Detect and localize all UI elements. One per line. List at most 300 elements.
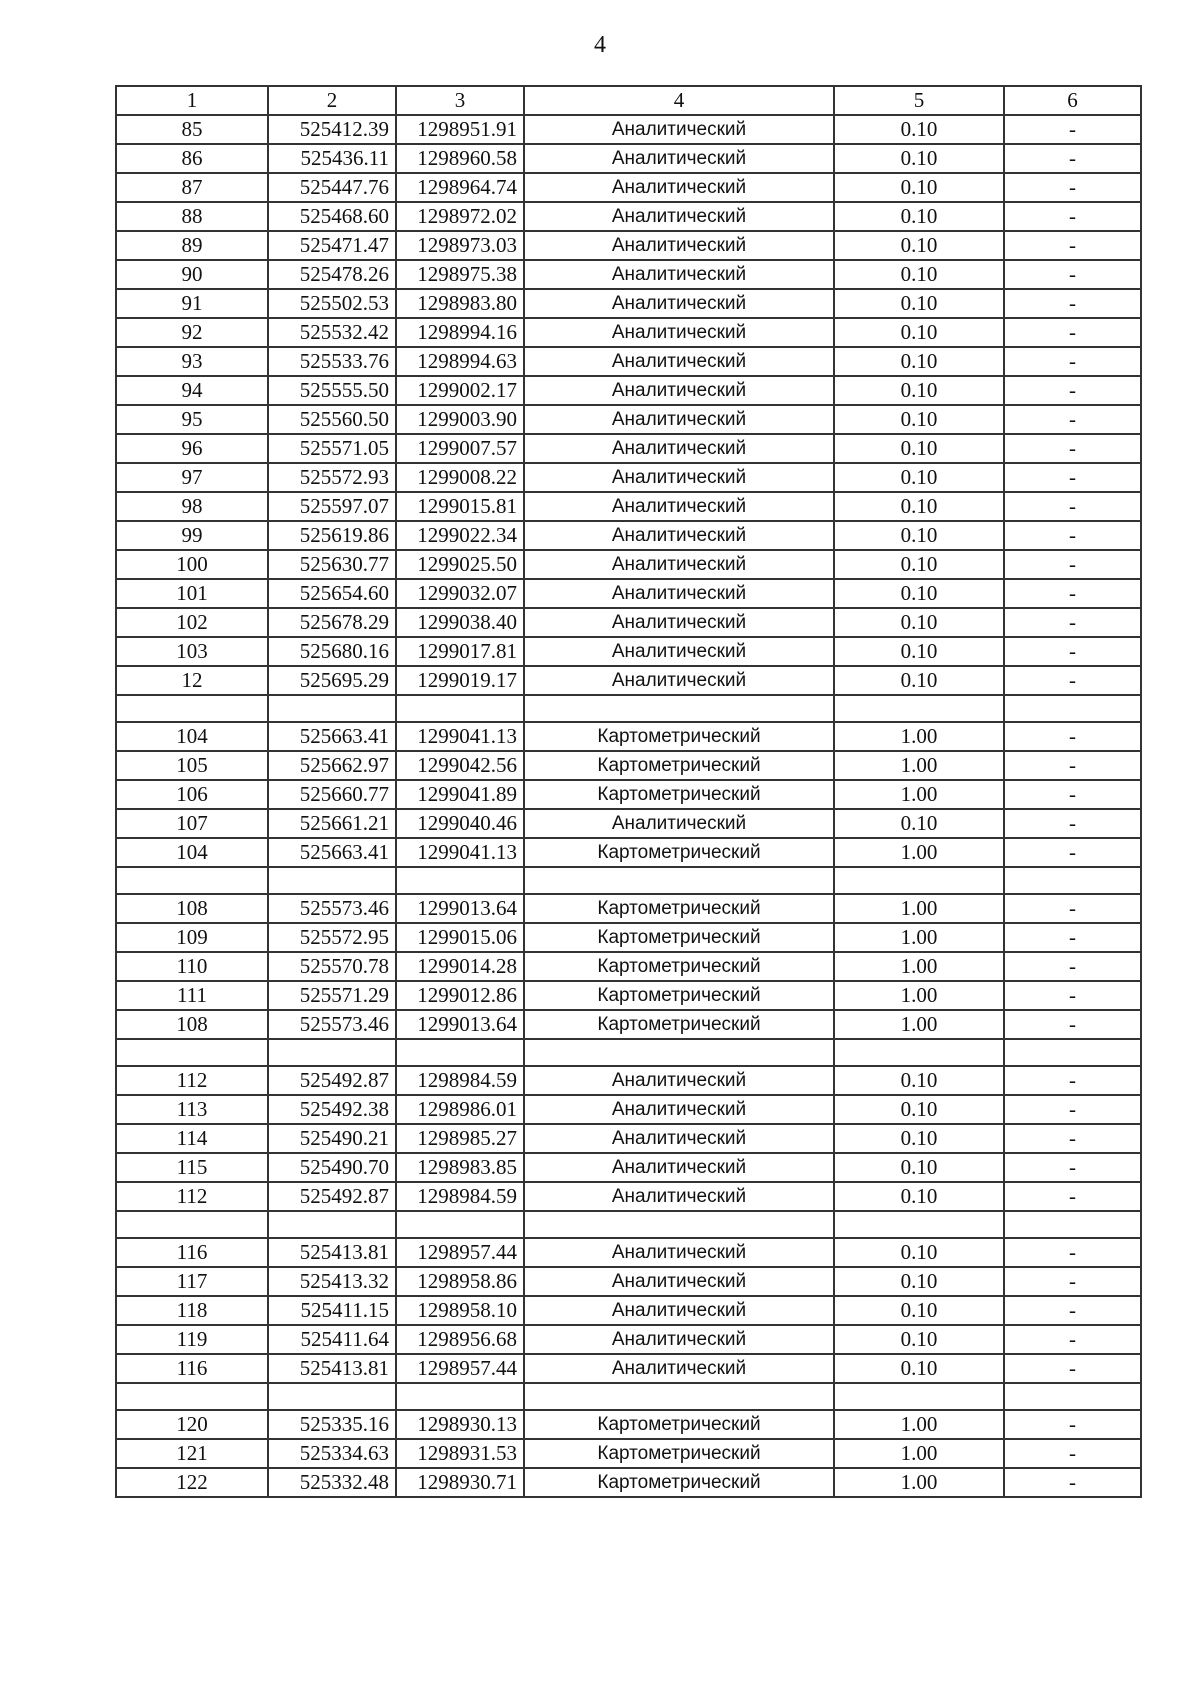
cell-point-number: 85 — [116, 115, 268, 144]
cell-point-number: 106 — [116, 780, 268, 809]
cell-method — [524, 1211, 834, 1238]
table-row — [116, 347, 1141, 376]
cell-method: Аналитический — [524, 1354, 834, 1383]
cell-method: Аналитический — [524, 521, 834, 550]
cell-accuracy: 0.10 — [834, 492, 1004, 521]
cell-method: Аналитический — [524, 1095, 834, 1124]
cell-coord-y: 1298984.59 — [396, 1066, 524, 1095]
cell-accuracy: 0.10 — [834, 1325, 1004, 1354]
cell-note: - — [1004, 463, 1141, 492]
table-row — [116, 1410, 1141, 1439]
cell-coord-x: 525680.16 — [268, 637, 396, 666]
table-row — [116, 1182, 1141, 1211]
header-cell-3: 3 — [396, 86, 524, 115]
cell-accuracy: 1.00 — [834, 1410, 1004, 1439]
cell-note — [1004, 1383, 1141, 1410]
cell-note — [1004, 695, 1141, 722]
cell-point-number: 105 — [116, 751, 268, 780]
table-row — [116, 838, 1141, 867]
cell-coord-x: 525411.15 — [268, 1296, 396, 1325]
cell-method: Аналитический — [524, 579, 834, 608]
cell-coord-x: 525662.97 — [268, 751, 396, 780]
cell-coord-y: 1298964.74 — [396, 173, 524, 202]
cell-method: Аналитический — [524, 637, 834, 666]
cell-coord-x: 525660.77 — [268, 780, 396, 809]
table-row — [116, 1354, 1141, 1383]
separator-row — [116, 867, 1141, 894]
cell-coord-y: 1298956.68 — [396, 1325, 524, 1354]
cell-method: Аналитический — [524, 1153, 834, 1182]
cell-coord-y: 1298960.58 — [396, 144, 524, 173]
table-row — [116, 1238, 1141, 1267]
cell-note: - — [1004, 1439, 1141, 1468]
cell-method: Аналитический — [524, 260, 834, 289]
cell-accuracy: 0.10 — [834, 521, 1004, 550]
table-row — [116, 434, 1141, 463]
cell-point-number: 104 — [116, 722, 268, 751]
cell-coord-y — [396, 1039, 524, 1066]
cell-note: - — [1004, 492, 1141, 521]
cell-accuracy — [834, 695, 1004, 722]
cell-coord-y: 1298958.10 — [396, 1296, 524, 1325]
cell-coord-y: 1299041.13 — [396, 722, 524, 751]
cell-method: Картометрический — [524, 923, 834, 952]
cell-point-number: 92 — [116, 318, 268, 347]
table-row — [116, 376, 1141, 405]
table-row — [116, 637, 1141, 666]
cell-note: - — [1004, 231, 1141, 260]
cell-accuracy — [834, 1211, 1004, 1238]
cell-note: - — [1004, 780, 1141, 809]
cell-accuracy: 0.10 — [834, 666, 1004, 695]
cell-point-number: 94 — [116, 376, 268, 405]
header-cell-6: 6 — [1004, 86, 1141, 115]
cell-accuracy: 0.10 — [834, 637, 1004, 666]
cell-point-number: 117 — [116, 1267, 268, 1296]
cell-coord-y: 1298985.27 — [396, 1124, 524, 1153]
cell-coord-x: 525471.47 — [268, 231, 396, 260]
cell-coord-x: 525571.05 — [268, 434, 396, 463]
cell-method: Аналитический — [524, 202, 834, 231]
cell-method: Аналитический — [524, 1182, 834, 1211]
cell-accuracy: 0.10 — [834, 1238, 1004, 1267]
cell-point-number: 87 — [116, 173, 268, 202]
cell-accuracy: 0.10 — [834, 434, 1004, 463]
cell-point-number: 103 — [116, 637, 268, 666]
cell-coord-x: 525532.42 — [268, 318, 396, 347]
table-row — [116, 231, 1141, 260]
table-row — [116, 1296, 1141, 1325]
cell-coord-x: 525411.64 — [268, 1325, 396, 1354]
table-row — [116, 405, 1141, 434]
cell-point-number: 88 — [116, 202, 268, 231]
cell-point-number: 114 — [116, 1124, 268, 1153]
cell-coord-y: 1299013.64 — [396, 894, 524, 923]
cell-point-number: 110 — [116, 952, 268, 981]
table-row — [116, 550, 1141, 579]
cell-coord-x: 525413.81 — [268, 1238, 396, 1267]
cell-point-number: 118 — [116, 1296, 268, 1325]
separator-row — [116, 695, 1141, 722]
cell-coord-y: 1298986.01 — [396, 1095, 524, 1124]
cell-point-number: 121 — [116, 1439, 268, 1468]
cell-method: Аналитический — [524, 666, 834, 695]
cell-coord-x: 525573.46 — [268, 894, 396, 923]
cell-note: - — [1004, 144, 1141, 173]
cell-accuracy: 0.10 — [834, 318, 1004, 347]
cell-accuracy: 0.10 — [834, 1354, 1004, 1383]
table-row — [116, 260, 1141, 289]
cell-accuracy: 0.10 — [834, 1182, 1004, 1211]
cell-method — [524, 695, 834, 722]
cell-method: Картометрический — [524, 1010, 834, 1039]
cell-coord-x: 525436.11 — [268, 144, 396, 173]
cell-coord-x — [268, 695, 396, 722]
cell-method: Картометрический — [524, 1410, 834, 1439]
cell-note: - — [1004, 115, 1141, 144]
cell-coord-x: 525695.29 — [268, 666, 396, 695]
cell-coord-x — [268, 1211, 396, 1238]
cell-point-number: 93 — [116, 347, 268, 376]
cell-coord-y: 1298994.63 — [396, 347, 524, 376]
cell-coord-x — [268, 1383, 396, 1410]
table-row — [116, 521, 1141, 550]
cell-coord-x: 525490.21 — [268, 1124, 396, 1153]
cell-point-number: 99 — [116, 521, 268, 550]
cell-method: Аналитический — [524, 1124, 834, 1153]
table-row — [116, 780, 1141, 809]
cell-note: - — [1004, 347, 1141, 376]
cell-point-number: 122 — [116, 1468, 268, 1497]
cell-coord-y: 1299040.46 — [396, 809, 524, 838]
cell-coord-x: 525468.60 — [268, 202, 396, 231]
cell-accuracy: 0.10 — [834, 1066, 1004, 1095]
cell-note: - — [1004, 981, 1141, 1010]
cell-coord-x — [268, 867, 396, 894]
cell-coord-y — [396, 1211, 524, 1238]
page-number: 4 — [594, 32, 606, 58]
cell-accuracy: 0.10 — [834, 608, 1004, 637]
cell-point-number: 97 — [116, 463, 268, 492]
cell-method: Картометрический — [524, 981, 834, 1010]
cell-coord-y: 1298972.02 — [396, 202, 524, 231]
cell-point-number: 119 — [116, 1325, 268, 1354]
cell-note: - — [1004, 521, 1141, 550]
separator-row — [116, 1211, 1141, 1238]
cell-note: - — [1004, 809, 1141, 838]
cell-coord-y: 1299025.50 — [396, 550, 524, 579]
cell-coord-x: 525571.29 — [268, 981, 396, 1010]
cell-accuracy: 1.00 — [834, 751, 1004, 780]
cell-method: Аналитический — [524, 1267, 834, 1296]
cell-coord-y: 1298994.16 — [396, 318, 524, 347]
cell-coord-x: 525570.78 — [268, 952, 396, 981]
cell-method: Аналитический — [524, 115, 834, 144]
cell-method — [524, 867, 834, 894]
header-cell-4: 4 — [524, 86, 834, 115]
cell-method: Аналитический — [524, 376, 834, 405]
cell-note: - — [1004, 1182, 1141, 1211]
cell-method: Аналитический — [524, 289, 834, 318]
cell-note: - — [1004, 434, 1141, 463]
cell-note: - — [1004, 376, 1141, 405]
cell-method: Аналитический — [524, 463, 834, 492]
cell-method: Аналитический — [524, 231, 834, 260]
cell-coord-x: 525663.41 — [268, 722, 396, 751]
cell-coord-y: 1298975.38 — [396, 260, 524, 289]
cell-accuracy: 0.10 — [834, 579, 1004, 608]
cell-point-number: 116 — [116, 1354, 268, 1383]
cell-note: - — [1004, 1095, 1141, 1124]
table-row — [116, 608, 1141, 637]
table-row — [116, 1124, 1141, 1153]
table-row — [116, 115, 1141, 144]
cell-coord-y: 1299003.90 — [396, 405, 524, 434]
cell-coord-x: 525413.32 — [268, 1267, 396, 1296]
cell-coord-x: 525502.53 — [268, 289, 396, 318]
table-row — [116, 894, 1141, 923]
cell-accuracy: 0.10 — [834, 260, 1004, 289]
cell-coord-x: 525572.93 — [268, 463, 396, 492]
separator-row — [116, 1039, 1141, 1066]
cell-accuracy: 0.10 — [834, 809, 1004, 838]
cell-accuracy: 0.10 — [834, 115, 1004, 144]
cell-coord-x: 525654.60 — [268, 579, 396, 608]
cell-method: Аналитический — [524, 434, 834, 463]
cell-point-number: 91 — [116, 289, 268, 318]
cell-note: - — [1004, 838, 1141, 867]
cell-accuracy: 0.10 — [834, 1095, 1004, 1124]
cell-coord-x: 525630.77 — [268, 550, 396, 579]
cell-note: - — [1004, 1354, 1141, 1383]
cell-point-number: 115 — [116, 1153, 268, 1182]
cell-note: - — [1004, 894, 1141, 923]
cell-coord-x: 525492.38 — [268, 1095, 396, 1124]
cell-note: - — [1004, 1124, 1141, 1153]
cell-note: - — [1004, 1410, 1141, 1439]
cell-method: Картометрический — [524, 780, 834, 809]
cell-point-number: 108 — [116, 1010, 268, 1039]
cell-method: Картометрический — [524, 838, 834, 867]
cell-point-number — [116, 1039, 268, 1066]
cell-method: Аналитический — [524, 405, 834, 434]
cell-method: Аналитический — [524, 1325, 834, 1354]
cell-note: - — [1004, 1153, 1141, 1182]
cell-point-number: 112 — [116, 1066, 268, 1095]
table-row — [116, 981, 1141, 1010]
cell-accuracy: 1.00 — [834, 894, 1004, 923]
cell-method: Картометрический — [524, 751, 834, 780]
cell-coord-x: 525492.87 — [268, 1066, 396, 1095]
cell-coord-x: 525619.86 — [268, 521, 396, 550]
table-row — [116, 952, 1141, 981]
cell-point-number: 89 — [116, 231, 268, 260]
cell-method: Аналитический — [524, 608, 834, 637]
cell-point-number — [116, 695, 268, 722]
table-row — [116, 809, 1141, 838]
cell-coord-y: 1298930.71 — [396, 1468, 524, 1497]
cell-coord-x: 525678.29 — [268, 608, 396, 637]
cell-method: Аналитический — [524, 550, 834, 579]
cell-point-number: 116 — [116, 1238, 268, 1267]
cell-point-number: 120 — [116, 1410, 268, 1439]
cell-accuracy: 0.10 — [834, 202, 1004, 231]
cell-accuracy: 1.00 — [834, 952, 1004, 981]
cell-accuracy: 0.10 — [834, 1267, 1004, 1296]
cell-coord-x: 525560.50 — [268, 405, 396, 434]
cell-coord-y: 1298957.44 — [396, 1354, 524, 1383]
cell-method: Картометрический — [524, 1468, 834, 1497]
cell-point-number: 95 — [116, 405, 268, 434]
cell-point-number: 12 — [116, 666, 268, 695]
cell-note: - — [1004, 1325, 1141, 1354]
cell-coord-y: 1298984.59 — [396, 1182, 524, 1211]
separator-row — [116, 1383, 1141, 1410]
cell-note: - — [1004, 173, 1141, 202]
header-row — [116, 86, 1141, 115]
cell-point-number: 101 — [116, 579, 268, 608]
cell-accuracy: 0.10 — [834, 144, 1004, 173]
header-cell-1: 1 — [116, 86, 268, 115]
cell-note — [1004, 1039, 1141, 1066]
table-row — [116, 1010, 1141, 1039]
cell-coord-y — [396, 1383, 524, 1410]
cell-accuracy — [834, 1039, 1004, 1066]
cell-coord-y: 1299041.89 — [396, 780, 524, 809]
cell-note: - — [1004, 1468, 1141, 1497]
cell-coord-x: 525533.76 — [268, 347, 396, 376]
cell-coord-x: 525661.21 — [268, 809, 396, 838]
table-row — [116, 202, 1141, 231]
cell-note: - — [1004, 318, 1141, 347]
cell-accuracy: 1.00 — [834, 838, 1004, 867]
cell-coord-x: 525478.26 — [268, 260, 396, 289]
cell-accuracy: 0.10 — [834, 173, 1004, 202]
cell-note: - — [1004, 1066, 1141, 1095]
cell-note: - — [1004, 1296, 1141, 1325]
table-row — [116, 666, 1141, 695]
cell-coord-x: 525492.87 — [268, 1182, 396, 1211]
cell-coord-x: 525573.46 — [268, 1010, 396, 1039]
cell-note: - — [1004, 637, 1141, 666]
cell-note: - — [1004, 666, 1141, 695]
cell-coord-y: 1298973.03 — [396, 231, 524, 260]
cell-coord-x: 525413.81 — [268, 1354, 396, 1383]
table-row — [116, 463, 1141, 492]
cell-note: - — [1004, 722, 1141, 751]
cell-note: - — [1004, 608, 1141, 637]
cell-method: Картометрический — [524, 952, 834, 981]
table-row — [116, 289, 1141, 318]
cell-coord-y: 1299015.81 — [396, 492, 524, 521]
cell-coord-x: 525572.95 — [268, 923, 396, 952]
cell-method: Аналитический — [524, 1066, 834, 1095]
cell-method: Картометрический — [524, 894, 834, 923]
cell-point-number: 109 — [116, 923, 268, 952]
table-row — [116, 1066, 1141, 1095]
cell-point-number: 90 — [116, 260, 268, 289]
cell-note: - — [1004, 1267, 1141, 1296]
table-row — [116, 1439, 1141, 1468]
cell-coord-x: 525490.70 — [268, 1153, 396, 1182]
cell-note: - — [1004, 579, 1141, 608]
cell-coord-y: 1299032.07 — [396, 579, 524, 608]
cell-coord-y: 1299017.81 — [396, 637, 524, 666]
cell-coord-y: 1299008.22 — [396, 463, 524, 492]
cell-coord-y: 1299041.13 — [396, 838, 524, 867]
cell-coord-x: 525555.50 — [268, 376, 396, 405]
cell-accuracy: 1.00 — [834, 1439, 1004, 1468]
cell-note: - — [1004, 260, 1141, 289]
table-row — [116, 1325, 1141, 1354]
cell-coord-x: 525332.48 — [268, 1468, 396, 1497]
cell-accuracy: 1.00 — [834, 1010, 1004, 1039]
cell-coord-y: 1299019.17 — [396, 666, 524, 695]
cell-coord-x: 525412.39 — [268, 115, 396, 144]
cell-point-number — [116, 1383, 268, 1410]
cell-method: Картометрический — [524, 1439, 834, 1468]
table-row — [116, 923, 1141, 952]
cell-point-number: 96 — [116, 434, 268, 463]
table-row — [116, 1468, 1141, 1497]
cell-point-number: 102 — [116, 608, 268, 637]
cell-point-number: 100 — [116, 550, 268, 579]
cell-accuracy: 0.10 — [834, 231, 1004, 260]
cell-coord-x: 525597.07 — [268, 492, 396, 521]
cell-point-number: 112 — [116, 1182, 268, 1211]
cell-coord-x: 525335.16 — [268, 1410, 396, 1439]
cell-method: Аналитический — [524, 347, 834, 376]
cell-point-number — [116, 867, 268, 894]
cell-note: - — [1004, 923, 1141, 952]
cell-coord-x: 525447.76 — [268, 173, 396, 202]
header-cell-2: 2 — [268, 86, 396, 115]
cell-accuracy: 1.00 — [834, 780, 1004, 809]
cell-coord-y: 1298930.13 — [396, 1410, 524, 1439]
table-row — [116, 1153, 1141, 1182]
cell-method — [524, 1039, 834, 1066]
table-row — [116, 722, 1141, 751]
cell-coord-y: 1299014.28 — [396, 952, 524, 981]
cell-accuracy: 1.00 — [834, 923, 1004, 952]
cell-point-number: 107 — [116, 809, 268, 838]
cell-coord-x: 525663.41 — [268, 838, 396, 867]
cell-point-number: 113 — [116, 1095, 268, 1124]
cell-coord-y: 1299038.40 — [396, 608, 524, 637]
cell-point-number: 98 — [116, 492, 268, 521]
cell-method: Аналитический — [524, 1238, 834, 1267]
cell-accuracy: 1.00 — [834, 1468, 1004, 1497]
cell-accuracy: 1.00 — [834, 981, 1004, 1010]
cell-note — [1004, 867, 1141, 894]
cell-note: - — [1004, 1010, 1141, 1039]
cell-accuracy: 0.10 — [834, 289, 1004, 318]
cell-accuracy — [834, 1383, 1004, 1410]
cell-method: Аналитический — [524, 492, 834, 521]
cell-coord-y: 1299013.64 — [396, 1010, 524, 1039]
table-row — [116, 144, 1141, 173]
table-row — [116, 1267, 1141, 1296]
cell-method: Аналитический — [524, 144, 834, 173]
cell-point-number — [116, 1211, 268, 1238]
cell-accuracy: 0.10 — [834, 1124, 1004, 1153]
cell-accuracy: 0.10 — [834, 347, 1004, 376]
cell-note — [1004, 1211, 1141, 1238]
table-row — [116, 579, 1141, 608]
cell-coord-y: 1299015.06 — [396, 923, 524, 952]
header-cell-5: 5 — [834, 86, 1004, 115]
table-row — [116, 751, 1141, 780]
